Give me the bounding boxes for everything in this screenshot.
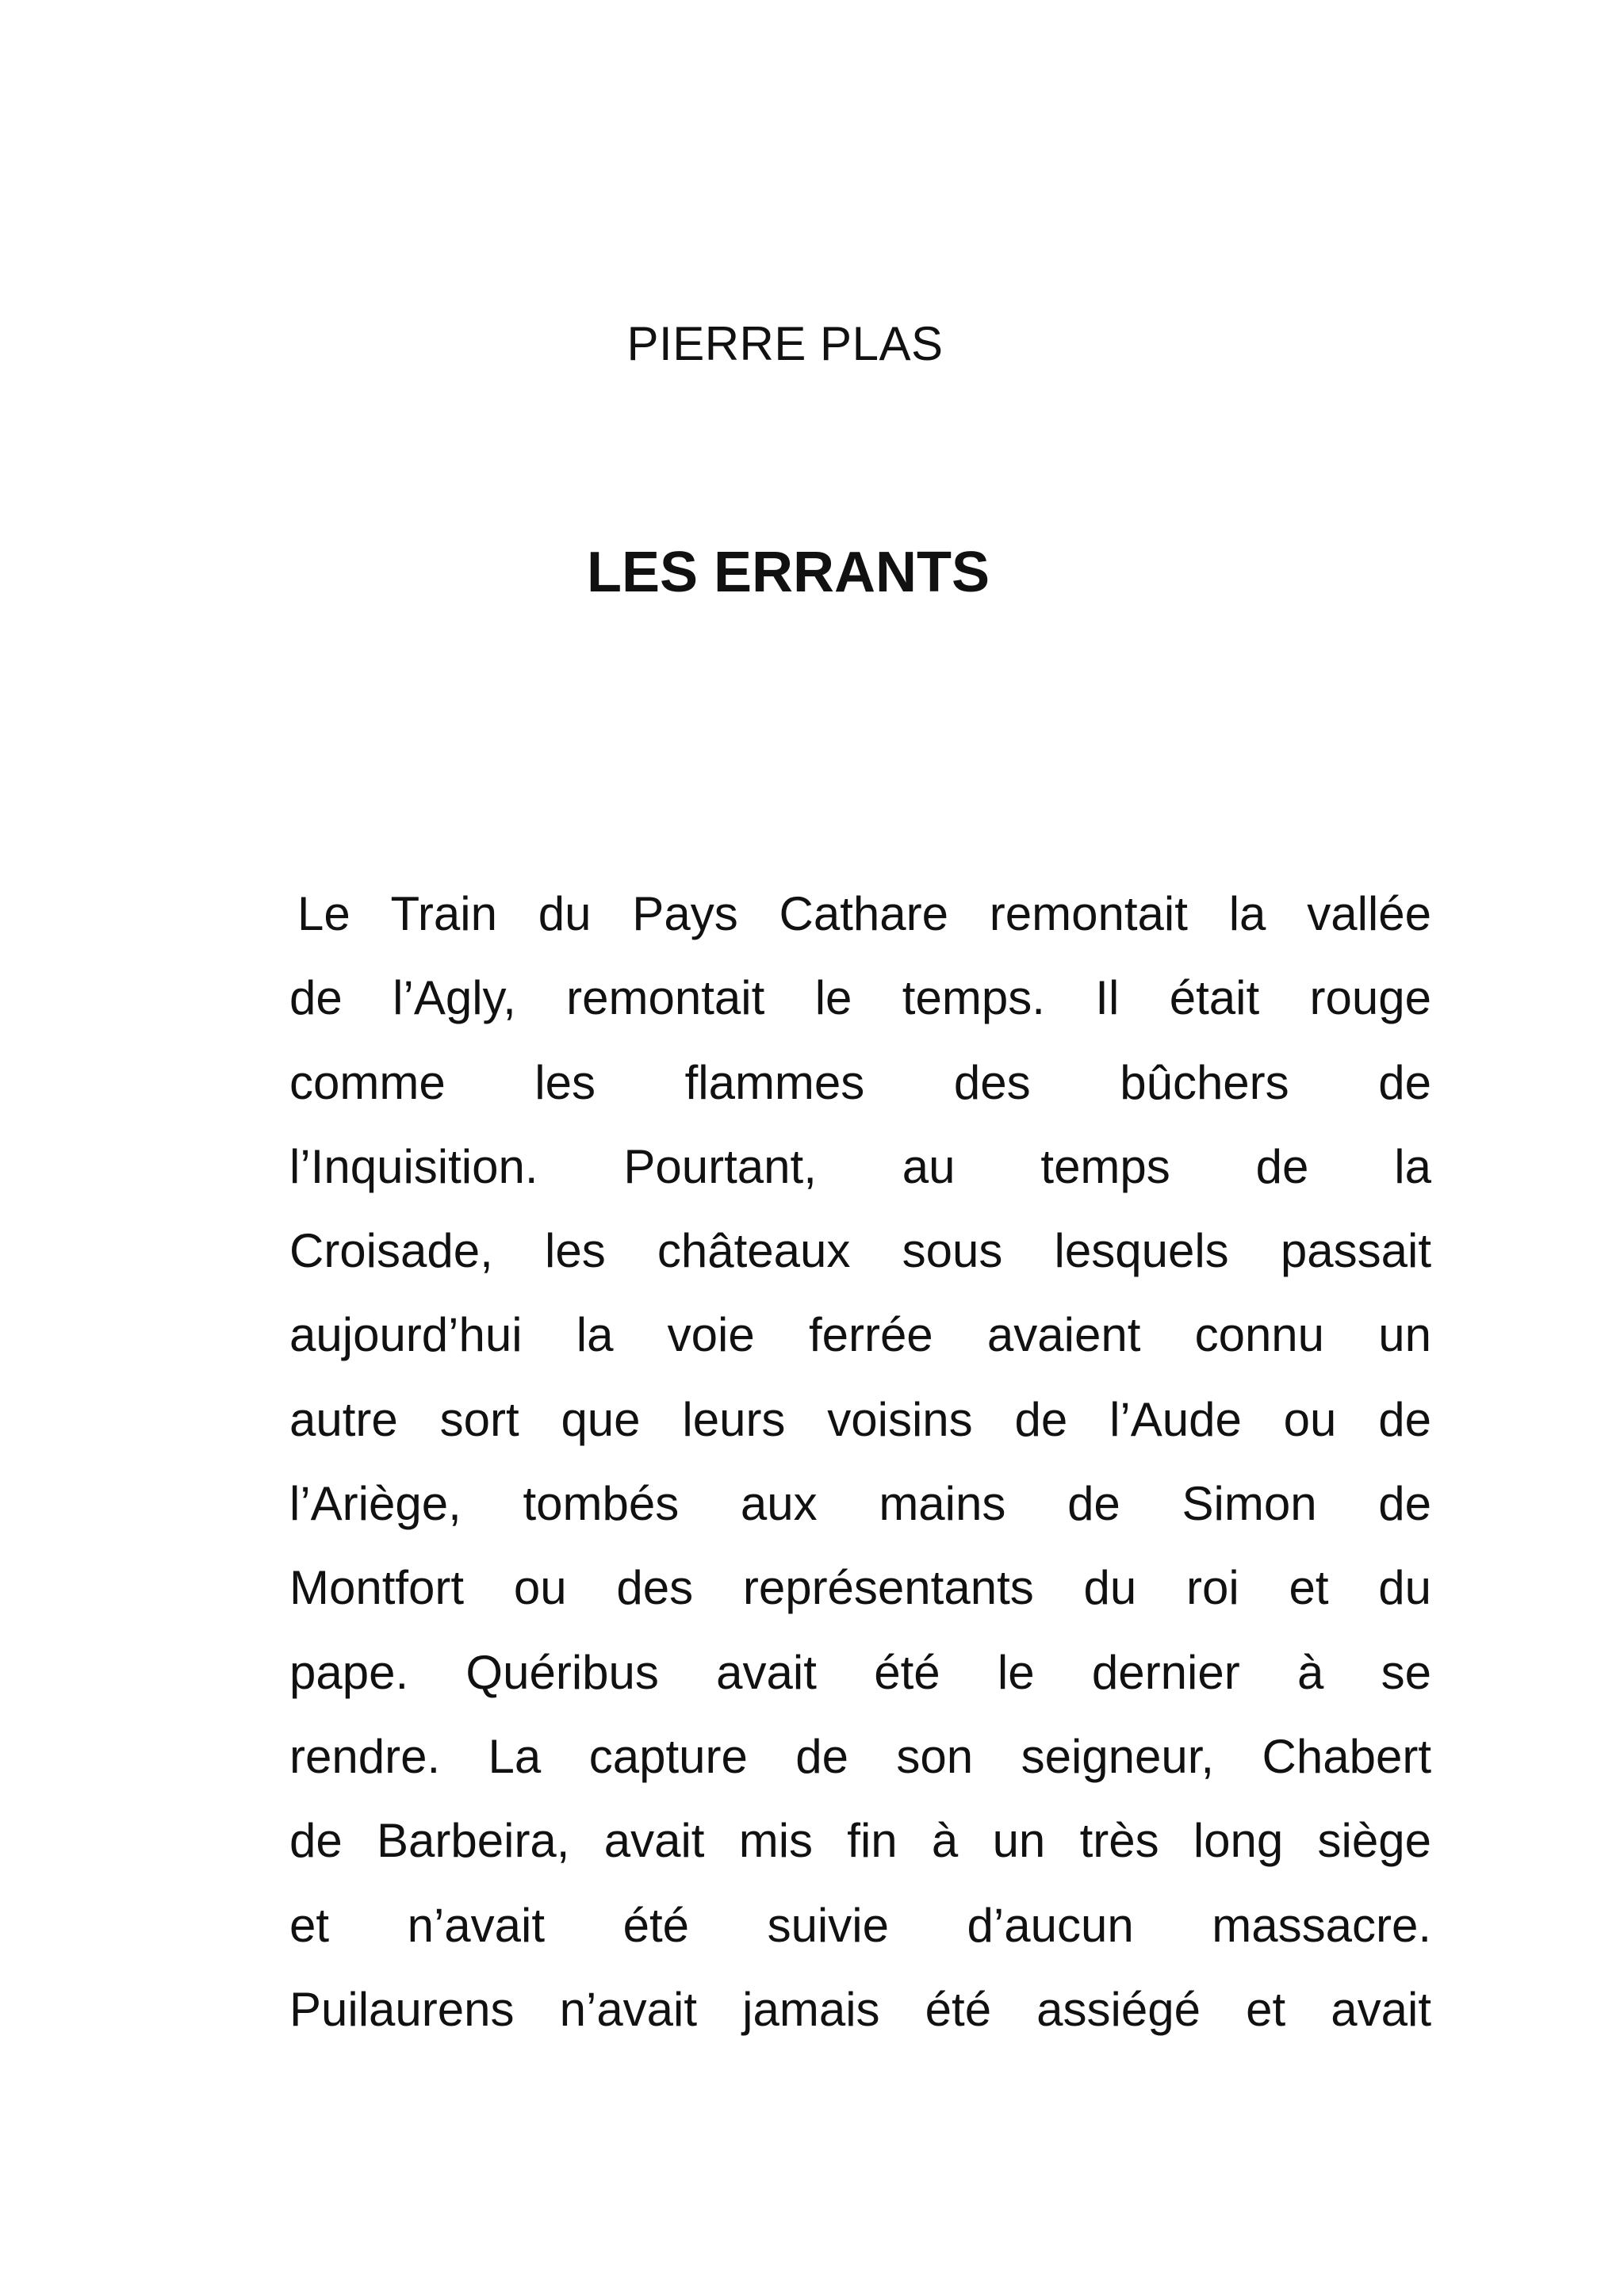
- text-line: et n’avait été suivie d’aucun massacre.: [289, 1898, 1431, 1952]
- text-line: aujourd’hui la voie ferrée avaient connu un: [289, 1308, 1431, 1362]
- text-line: Croisade, les châteaux sous lesquels passait: [289, 1224, 1431, 1278]
- text-line: de l’Agly, remontait le temps. Il était rouge: [289, 971, 1431, 1025]
- author-name: PIERRE PLAS: [626, 317, 944, 370]
- body-paragraph: [289, 872, 1431, 2052]
- book-title: LES ERRANTS: [586, 541, 990, 604]
- text-line: autre sort que leurs voisins de l’Aude ou de: [289, 1392, 1431, 1446]
- text-line: comme les flammes des bûchers de: [289, 1055, 1431, 1109]
- text-line: pape. Quéribus avait été le dernier à se: [289, 1645, 1431, 1699]
- text-line: l’Ariège, tombés aux mains de Simon de: [289, 1477, 1431, 1531]
- text-line: Le Train du Pays Cathare remontait la vallée: [297, 887, 1431, 940]
- text-line: l’Inquisition. Pourtant, au temps de la: [289, 1139, 1431, 1193]
- text-line: Puilaurens n’avait jamais été assiégé et avait: [289, 1982, 1431, 2036]
- text-line: Montfort ou des représentants du roi et du: [289, 1561, 1431, 1615]
- text-line: de Barbeira, avait mis fin à un très long siège: [289, 1814, 1431, 1868]
- text-line: rendre. La capture de son seigneur, Chabert: [289, 1729, 1431, 1783]
